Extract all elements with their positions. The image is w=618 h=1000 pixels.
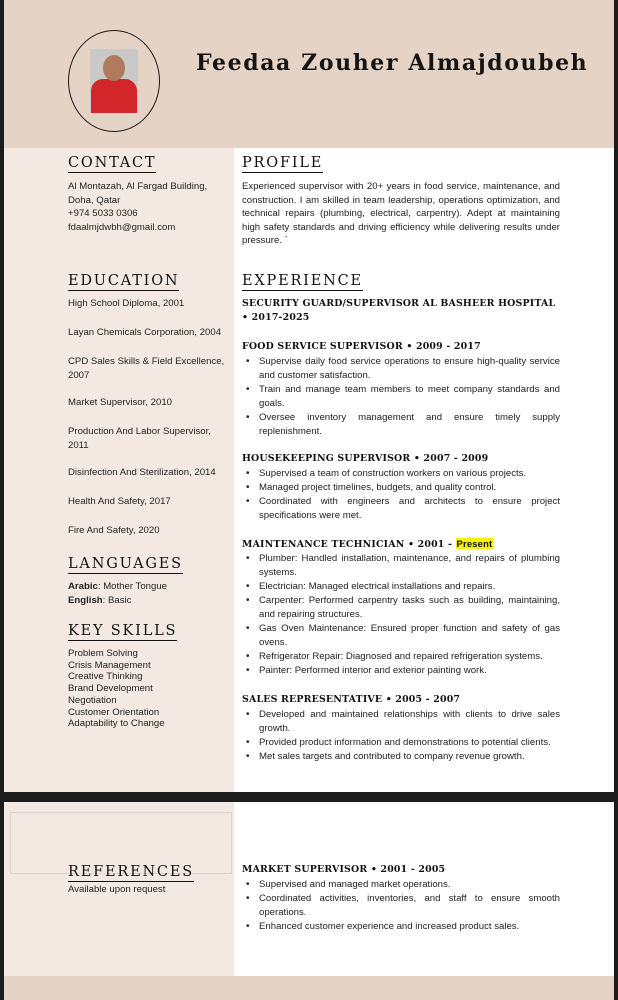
skill-item: Customer Orientation: [68, 706, 160, 718]
contact-block: [68, 180, 232, 234]
education-item: Disinfection And Sterilization, 2014: [68, 467, 216, 478]
contact-address-line2: Doha, Qatar: [68, 194, 121, 206]
skill-item: Problem Solving: [68, 648, 138, 659]
language-item: English: Basic: [68, 594, 132, 606]
person-name: Feedaa Zouher Almajdoubeh: [196, 50, 589, 76]
profile-photo: [90, 49, 138, 113]
education-item: Health And Safety, 2017: [68, 496, 171, 507]
skills-heading: KEY SKILLS: [68, 623, 178, 639]
job-bullet: • Supervise daily food service operations to ensure high-quality service and customer satisfaction.: [242, 355, 560, 383]
job-bullet: • Carpenter: Performed carpentry tasks such as building, maintaining, and repairing structures.: [242, 594, 560, 622]
footer-band: [4, 976, 614, 1000]
job-bullet: • Managed project timelines, budgets, and quality control.: [242, 481, 560, 495]
job-bullet: • Electrician: Managed electrical installations and repairs.: [242, 580, 560, 594]
language-item: Arabic: Mother Tongue: [68, 581, 168, 592]
resume-page-2: [4, 802, 614, 1000]
job-title: MARKET SUPERVISOR • 2001 - 2005: [242, 864, 446, 875]
skill-item: Creative Thinking: [68, 671, 143, 683]
skill-item: Crisis Management: [68, 659, 151, 671]
skill-item: Brand Development: [68, 683, 153, 695]
profile-heading: PROFILE: [242, 155, 324, 171]
profile-text: Experienced supervisor with 20+ years in food service, maintenance, and construction. I am skilled in team leadership, operations optimization, and technical repairs (plumbing, electrical, carpentry). Adept at maintaining high safety standards and driving efficiency while delivering results under pressure. `: [242, 181, 560, 246]
job-bullet: • Enhanced customer experience and increased product sales.: [242, 920, 560, 934]
education-item: Production And Labor Supervisor, 2011: [68, 426, 211, 451]
education-item: Layan Chemicals Corporation, 2004: [68, 327, 222, 338]
education-item: CPD Sales Skills & Field Excellence, 2007: [68, 356, 225, 381]
job-bullet: • Train and manage team members to meet company standards and goals.: [242, 383, 560, 411]
references-heading: REFERENCES: [68, 864, 194, 880]
contact-heading: CONTACT: [68, 155, 157, 171]
job-bullet: • Gas Oven Maintenance: Ensured proper function and safety of gas ovens.: [242, 622, 560, 650]
languages-heading: LANGUAGES: [68, 556, 183, 572]
job-bullets: [242, 708, 560, 764]
skill-item: Adaptability to Change: [68, 718, 165, 730]
job-title: FOOD SERVICE SUPERVISOR • 2009 - 2017: [242, 341, 481, 352]
header-band: [4, 0, 614, 148]
job-bullet: • Developed and maintained relationships with clients to drive sales growth.: [242, 708, 560, 736]
job-bullet: • Oversee inventory management and ensure timely supply replenishment.: [242, 411, 560, 439]
job-bullet: • Painter: Performed interior and exterior painting work.: [242, 664, 560, 678]
references-text: Available upon request: [68, 884, 166, 895]
education-item: Fire And Safety, 2020: [68, 525, 160, 536]
contact-email: fdaalmjdwbh@gmail.com: [68, 221, 176, 233]
job-title: SALES REPRESENTATIVE • 2005 - 2007: [242, 694, 461, 705]
job-bullets: [242, 467, 560, 523]
job-bullet: • Coordinated with engineers and architects to ensure project specifications were met.: [242, 495, 560, 523]
job-bullet: • Plumber: Handled installation, maintenance, and repairs of plumbing systems.: [242, 552, 560, 580]
education-item: Market Supervisor, 2010: [68, 397, 172, 408]
job-bullet: • Provided product information and demonstrations to potential clients.: [242, 736, 560, 750]
job-bullet: • Refrigerator Repair: Diagnosed and repaired refrigeration systems.: [242, 650, 560, 664]
job-bullet: • Met sales targets and contributed to company revenue growth.: [242, 750, 560, 764]
job-title: MAINTENANCE TECHNICIAN • 2001 - Present: [242, 538, 493, 550]
job-title: HOUSEKEEPING SUPERVISOR • 2007 - 2009: [242, 453, 489, 464]
job-bullet: • Coordinated activities, inventories, and staff to ensure smooth operations.: [242, 892, 560, 920]
present-highlight: Present: [456, 538, 493, 549]
job-bullets: [242, 552, 560, 678]
education-heading: EDUCATION: [68, 273, 180, 289]
contact-address-line1: Al Montazah, Al Fargad Building,: [68, 181, 208, 192]
education-item: High School Diploma, 2001: [68, 298, 185, 309]
skill-item: Negotiation: [68, 694, 117, 706]
job-bullets: [242, 878, 560, 934]
job-bullet: • Supervised and managed market operations.: [242, 878, 560, 892]
job-bullets: [242, 355, 560, 439]
resume-page-1: [4, 0, 614, 792]
experience-heading: EXPERIENCE: [242, 273, 363, 289]
job-title: SECURITY GUARD/SUPERVISOR AL BASHEER HOSPITAL • 2017-2025: [242, 298, 556, 323]
contact-phone: +974 5033 0306: [68, 208, 138, 219]
job-bullet: • Supervised a team of construction workers on various projects.: [242, 467, 560, 481]
languages-list: [68, 580, 232, 607]
profile-photo-frame: [68, 30, 160, 132]
skills-list: [68, 648, 232, 730]
